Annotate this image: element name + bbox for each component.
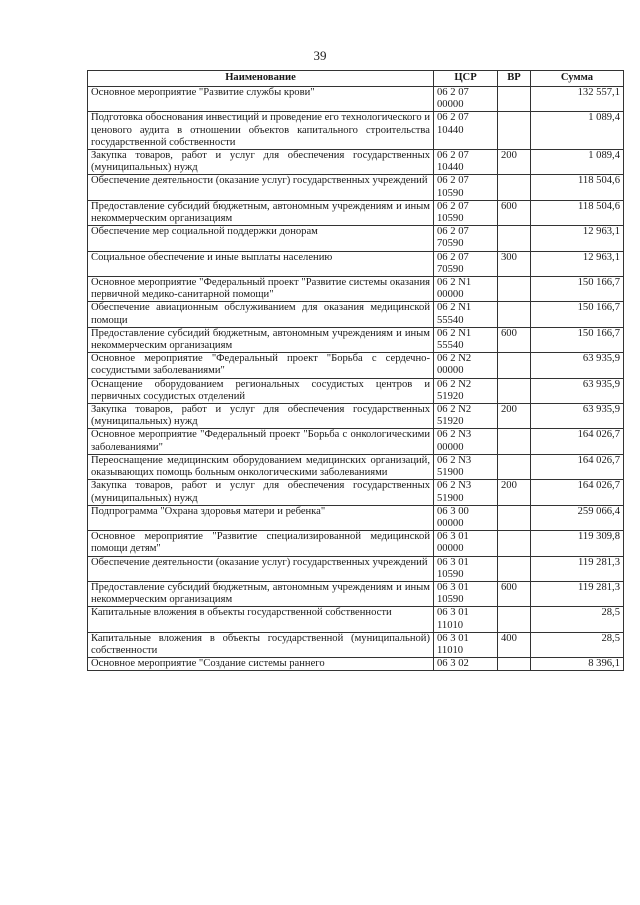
row-sum: 259 066,4 [531, 505, 624, 530]
row-sum: 118 504,6 [531, 200, 624, 225]
row-csr-part1: 06 2 N2 [437, 378, 472, 390]
row-csr [434, 327, 498, 352]
row-name: Основное мероприятие "Создание системы раннего [88, 658, 434, 671]
row-csr-part2: 10590 [437, 213, 464, 225]
row-name: Предоставление субсидий бюджетным, автономным учреждениям и иным некоммерческим организациям [88, 327, 434, 352]
table-row [88, 327, 624, 352]
row-sum: 119 281,3 [531, 581, 624, 606]
row-sum: 150 166,7 [531, 302, 624, 327]
row-name: Социальное обеспечение и иные выплаты населению [88, 251, 434, 276]
row-name: Основное мероприятие "Федеральный проект "Борьба с сердечно-сосудистыми заболеваниями" [88, 353, 434, 378]
row-name: Подготовка обоснования инвестиций и проведение его технологического и ценового аудита в отношении объектов капитального строительства государственной собственности [88, 112, 434, 150]
row-vr [498, 454, 531, 479]
row-sum: 132 557,1 [531, 87, 624, 112]
header-csr: ЦСР [434, 71, 498, 87]
row-csr [434, 454, 498, 479]
row-vr [498, 531, 531, 556]
row-vr [498, 505, 531, 530]
row-sum: 1 089,4 [531, 112, 624, 150]
header-sum: Сумма [531, 71, 624, 87]
row-csr-part2: 51900 [437, 492, 464, 504]
row-csr-part1: 06 2 N1 [437, 302, 472, 314]
row-vr [498, 658, 531, 671]
table-row [88, 632, 624, 657]
row-name: Подпрограмма "Охрана здоровья матери и ребенка" [88, 505, 434, 530]
row-name: Обеспечение мер социальной поддержки донорам [88, 226, 434, 251]
table-row [88, 505, 624, 530]
row-csr-part1: 06 2 N2 [437, 353, 472, 365]
row-sum: 8 396,1 [531, 658, 624, 671]
row-csr-part1: 06 2 N1 [437, 277, 472, 289]
row-csr [434, 87, 498, 112]
row-name: Капитальные вложения в объекты государственной собственности [88, 607, 434, 632]
row-csr [434, 607, 498, 632]
row-name: Оснащение оборудованием региональных сосудистых центров и первичных сосудистых отделений [88, 378, 434, 403]
row-name: Обеспечение деятельности (оказание услуг) государственных учреждений [88, 175, 434, 200]
row-csr-part1: 06 2 N2 [437, 404, 472, 416]
row-csr-part1: 06 2 07 [437, 175, 469, 187]
row-csr-part1: 06 2 N3 [437, 429, 472, 441]
row-vr [498, 607, 531, 632]
table-row [88, 480, 624, 505]
row-name: Предоставление субсидий бюджетным, автономным учреждениям и иным некоммерческим организациям [88, 581, 434, 606]
row-csr-part1: 06 2 07 [437, 87, 469, 98]
row-csr-part2: 10590 [437, 187, 464, 199]
row-vr: 600 [498, 327, 531, 352]
row-csr [434, 505, 498, 530]
row-sum: 118 504,6 [531, 175, 624, 200]
row-csr-part2: 70590 [437, 238, 464, 250]
row-sum: 63 935,9 [531, 353, 624, 378]
row-vr: 400 [498, 632, 531, 657]
row-name: Переоснащение медицинским оборудованием медицинских организаций, оказывающих помощь больным онкологическими заболеваниями [88, 454, 434, 479]
table-row [88, 150, 624, 175]
row-name: Обеспечение авиационным обслуживанием для оказания медицинской помощи [88, 302, 434, 327]
row-csr [434, 429, 498, 454]
row-sum: 164 026,7 [531, 454, 624, 479]
row-name: Капитальные вложения в объекты государственной (муниципальной) собственности [88, 632, 434, 657]
row-name: Закупка товаров, работ и услуг для обеспечения государственных (муниципальных) нужд [88, 480, 434, 505]
table-row [88, 531, 624, 556]
table-row [88, 378, 624, 403]
row-csr [434, 632, 498, 657]
row-csr-part2: 55540 [437, 314, 464, 326]
row-name: Основное мероприятие "Федеральный проект "Борьба с онкологическими заболеваниями" [88, 429, 434, 454]
table-row [88, 302, 624, 327]
row-csr-part1: 06 2 07 [437, 150, 469, 162]
row-csr-part2: 10590 [437, 594, 464, 606]
row-csr [434, 480, 498, 505]
row-csr-part1: 06 2 07 [437, 226, 469, 238]
row-name: Основное мероприятие "Федеральный проект "Развитие системы оказания первичной медико-санитарной помощи" [88, 277, 434, 302]
row-vr [498, 112, 531, 150]
table-row [88, 404, 624, 429]
row-csr [434, 658, 498, 671]
row-vr [498, 378, 531, 403]
row-vr: 200 [498, 480, 531, 505]
row-vr: 600 [498, 581, 531, 606]
row-csr [434, 175, 498, 200]
header-name: Наименование [88, 71, 434, 87]
row-csr-part2: 00000 [437, 543, 464, 555]
row-sum: 12 963,1 [531, 226, 624, 251]
row-name: Предоставление субсидий бюджетным, автономным учреждениям и иным некоммерческим организациям [88, 200, 434, 225]
row-csr [434, 251, 498, 276]
row-csr [434, 150, 498, 175]
row-csr-part1: 06 3 00 [437, 505, 469, 517]
row-vr [498, 226, 531, 251]
row-csr-part1: 06 3 02 [437, 658, 469, 670]
row-csr-part1: 06 3 01 [437, 632, 469, 644]
row-vr [498, 556, 531, 581]
row-vr [498, 302, 531, 327]
table-row [88, 353, 624, 378]
row-csr-part2: 10440 [437, 162, 464, 174]
row-name: Закупка товаров, работ и услуг для обеспечения государственных (муниципальных) нужд [88, 150, 434, 175]
row-vr: 200 [498, 150, 531, 175]
row-name: Закупка товаров, работ и услуг для обеспечения государственных (муниципальных) нужд [88, 404, 434, 429]
row-csr-part1: 06 2 N3 [437, 454, 472, 466]
row-csr-part2: 00000 [437, 365, 464, 377]
row-sum: 28,5 [531, 607, 624, 632]
row-csr-part2: 00000 [437, 517, 464, 529]
row-csr [434, 112, 498, 150]
header-vr: ВР [498, 71, 531, 87]
row-sum: 164 026,7 [531, 480, 624, 505]
row-csr-part2: 55540 [437, 340, 464, 352]
row-sum: 150 166,7 [531, 327, 624, 352]
table-row [88, 607, 624, 632]
page-number: 39 [313, 48, 327, 63]
row-csr [434, 378, 498, 403]
row-csr [434, 226, 498, 251]
row-csr-part2: 00000 [437, 289, 464, 301]
row-csr-part1: 06 2 07 [437, 200, 469, 212]
row-csr-part1: 06 2 N1 [437, 327, 472, 339]
row-name: Обеспечение деятельности (оказание услуг) государственных учреждений [88, 556, 434, 581]
row-vr [498, 353, 531, 378]
row-csr-part2: 00000 [437, 441, 464, 453]
table-row [88, 251, 624, 276]
row-csr-part2: 11010 [437, 619, 464, 631]
row-sum: 1 089,4 [531, 150, 624, 175]
row-csr [434, 581, 498, 606]
row-csr-part2: 10590 [437, 568, 464, 580]
row-vr [498, 175, 531, 200]
row-vr: 600 [498, 200, 531, 225]
row-vr: 200 [498, 404, 531, 429]
row-name: Основное мероприятие "Развитие службы крови" [88, 87, 434, 112]
row-csr-part1: 06 3 01 [437, 581, 469, 593]
row-csr-part2: 10440 [437, 124, 464, 136]
row-vr [498, 429, 531, 454]
row-sum: 63 935,9 [531, 404, 624, 429]
table-row [88, 581, 624, 606]
row-csr-part2: 70590 [437, 263, 464, 275]
table-row [88, 556, 624, 581]
row-sum: 119 309,8 [531, 531, 624, 556]
row-sum: 63 935,9 [531, 378, 624, 403]
row-csr [434, 531, 498, 556]
row-csr-part1: 06 2 07 [437, 112, 469, 124]
row-csr [434, 200, 498, 225]
row-vr: 300 [498, 251, 531, 276]
row-csr-part2: 00000 [437, 99, 464, 111]
row-sum: 12 963,1 [531, 251, 624, 276]
row-sum: 28,5 [531, 632, 624, 657]
row-csr-part1: 06 3 01 [437, 556, 469, 568]
table-row [88, 87, 624, 112]
row-csr-part2: 51900 [437, 467, 464, 479]
row-csr-part1: 06 3 01 [437, 531, 469, 543]
table-row [88, 175, 624, 200]
budget-table [87, 70, 624, 671]
row-csr [434, 556, 498, 581]
row-sum: 164 026,7 [531, 429, 624, 454]
table-row [88, 658, 624, 671]
table-row [88, 454, 624, 479]
row-csr-part1: 06 2 07 [437, 251, 469, 263]
row-vr [498, 87, 531, 112]
row-name: Основное мероприятие "Развитие специализированной медицинской помощи детям" [88, 531, 434, 556]
row-csr-part1: 06 3 01 [437, 607, 469, 619]
table-row [88, 112, 624, 150]
table-row [88, 226, 624, 251]
table-row [88, 429, 624, 454]
row-csr-part2: 51920 [437, 416, 464, 428]
row-vr [498, 277, 531, 302]
row-csr [434, 277, 498, 302]
row-csr-part2: 51920 [437, 390, 464, 402]
row-sum: 150 166,7 [531, 277, 624, 302]
table-row [88, 277, 624, 302]
row-csr-part2: 11010 [437, 644, 464, 656]
row-csr [434, 302, 498, 327]
table-header-row [88, 71, 624, 87]
row-csr [434, 353, 498, 378]
table-row [88, 200, 624, 225]
row-csr-part1: 06 2 N3 [437, 480, 472, 492]
row-csr [434, 404, 498, 429]
row-sum: 119 281,3 [531, 556, 624, 581]
